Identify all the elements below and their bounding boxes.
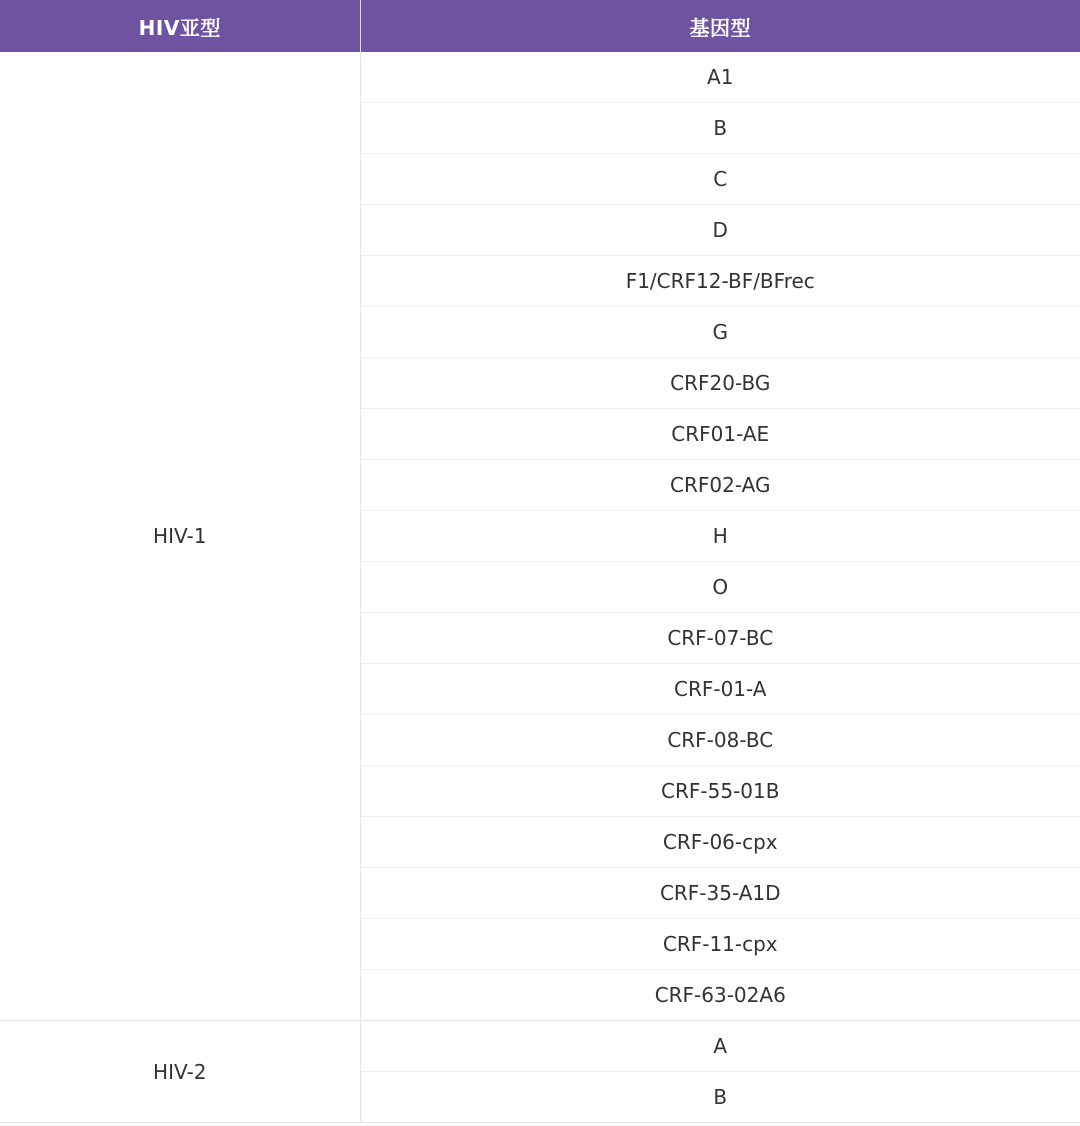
genotype-cell: C [360, 154, 1080, 205]
genotype-cell: O [360, 562, 1080, 613]
table-row [0, 1021, 1080, 1072]
genotype-cell: CRF20-BG [360, 358, 1080, 409]
header-row [0, 0, 1080, 52]
genotype-cell: F1/CRF12-BF/BFrec [360, 256, 1080, 307]
genotype-cell: CRF-08-BC [360, 715, 1080, 766]
genotype-cell: CRF-55-01B [360, 766, 1080, 817]
subtype-cell: HIV-2 [0, 1021, 360, 1123]
subtype-cell: HIV-1 [0, 52, 360, 1021]
genotype-cell: G [360, 307, 1080, 358]
header-subtype: HIV亚型 [0, 0, 360, 52]
genotype-cell: B [360, 1072, 1080, 1123]
genotype-cell: CRF-01-A [360, 664, 1080, 715]
genotype-cell: CRF02-AG [360, 460, 1080, 511]
genotype-cell: CRF01-AE [360, 409, 1080, 460]
header-genotype: 基因型 [360, 0, 1080, 52]
genotype-cell: A [360, 1021, 1080, 1072]
genotype-cell: CRF-06-cpx [360, 817, 1080, 868]
genotype-cell: CRF-07-BC [360, 613, 1080, 664]
table-body [0, 52, 1080, 1123]
table-header [0, 0, 1080, 52]
genotype-cell: CRF-35-A1D [360, 868, 1080, 919]
genotype-cell: A1 [360, 52, 1080, 103]
genotype-cell: B [360, 103, 1080, 154]
genotype-cell: D [360, 205, 1080, 256]
genotype-cell: CRF-11-cpx [360, 919, 1080, 970]
table-row [0, 52, 1080, 103]
genotype-cell: H [360, 511, 1080, 562]
genotype-cell: CRF-63-02A6 [360, 970, 1080, 1021]
